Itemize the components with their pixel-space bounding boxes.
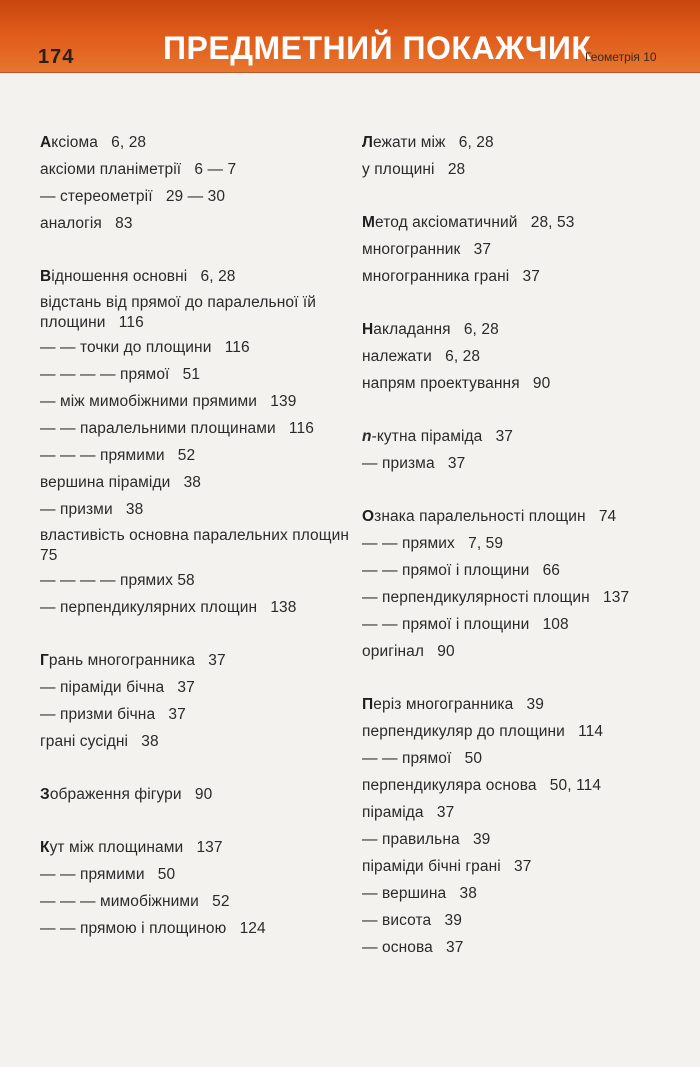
entry-initial-letter: Н xyxy=(362,321,374,338)
entry-text: ежати між 6, 28 xyxy=(372,134,494,151)
index-group xyxy=(362,316,682,397)
group-spacer xyxy=(362,183,682,209)
running-head: Геометрія 10 xyxy=(585,50,657,64)
index-group xyxy=(40,129,360,237)
entry-text: ображення фігури 90 xyxy=(49,786,213,803)
page-number: 174 xyxy=(38,46,75,68)
index-column-right xyxy=(362,129,682,961)
entry-text: аксіоми планіметрії 6 — 7 xyxy=(40,161,237,178)
entry-text: — піраміди бічна 37 xyxy=(40,679,195,696)
index-entry xyxy=(362,584,682,611)
index-entry xyxy=(362,853,682,880)
index-group xyxy=(40,647,360,755)
index-heading-entry xyxy=(40,263,360,290)
entry-text: — правильна 39 xyxy=(362,831,491,848)
index-entry xyxy=(40,888,360,915)
entry-text: — призми 38 xyxy=(40,501,144,518)
index-entry xyxy=(362,611,682,638)
entry-text: — — — — прямої 51 xyxy=(40,366,201,383)
group-spacer xyxy=(40,808,360,834)
index-entry xyxy=(362,450,682,477)
page-header xyxy=(0,0,700,73)
entry-text: піраміда 37 xyxy=(362,804,455,821)
entry-initial-letter: В xyxy=(40,268,52,285)
entry-text: — — прямими 50 xyxy=(40,866,176,883)
index-entry xyxy=(362,530,682,557)
index-heading-entry xyxy=(40,781,360,808)
index-entry xyxy=(362,772,682,799)
group-spacer xyxy=(362,665,682,691)
index-entry xyxy=(362,826,682,853)
entry-text: грані сусідні 38 xyxy=(40,733,159,750)
entry-initial-letter: О xyxy=(362,508,375,525)
index-entry xyxy=(362,880,682,907)
index-entry xyxy=(40,701,360,728)
entry-text: етод аксіоматичний 28, 53 xyxy=(375,214,575,231)
entry-text: — між мимобіжними прямими 139 xyxy=(40,393,297,410)
entry-text: — — точки до площини 116 xyxy=(40,339,250,356)
entry-text: многогранника грані 37 xyxy=(362,268,540,285)
index-entry xyxy=(40,523,363,567)
index-heading-entry xyxy=(40,129,360,156)
entry-text: рань многогранника 37 xyxy=(48,652,226,669)
index-entry xyxy=(40,290,360,334)
entry-text: — — — мимобіжними 52 xyxy=(40,893,230,910)
index-entry xyxy=(362,907,682,934)
entry-text: перпендикуляра основа 50, 114 xyxy=(362,777,602,794)
entry-text: — призма 37 xyxy=(362,455,466,472)
entry-text: перпендикуляр до площини 114 xyxy=(362,723,604,740)
entry-text: — — прямої і площини 66 xyxy=(362,562,561,579)
entry-initial-letter: А xyxy=(40,134,52,151)
index-heading-entry xyxy=(362,209,682,236)
index-entry xyxy=(40,861,360,888)
index-entry xyxy=(40,156,360,183)
group-spacer xyxy=(362,397,682,423)
index-heading-entry xyxy=(362,503,682,530)
index-column-left xyxy=(40,129,363,942)
index-entry xyxy=(362,236,682,263)
entry-text: — — — — прямих 58 xyxy=(40,572,195,589)
index-heading-entry xyxy=(362,691,682,718)
entry-text: -кутна піраміда 37 xyxy=(371,428,514,445)
index-heading-entry xyxy=(362,129,682,156)
entry-text: властивість основна паралельних площин 75 xyxy=(40,527,363,564)
index-heading-entry xyxy=(362,316,682,343)
index-entry xyxy=(40,567,360,594)
entry-text: ідношення основні 6, 28 xyxy=(51,268,236,285)
index-group xyxy=(40,781,360,808)
entry-text: вершина піраміди 38 xyxy=(40,474,202,491)
index-entry xyxy=(40,728,360,755)
entry-text: — — прямої 50 xyxy=(362,750,483,767)
index-entry xyxy=(362,557,682,584)
index-group xyxy=(362,691,682,961)
entry-initial-letter: Л xyxy=(362,134,373,151)
index-group xyxy=(362,129,682,183)
group-spacer xyxy=(362,477,682,503)
index-entry xyxy=(362,638,682,665)
entry-text: піраміди бічні грані 37 xyxy=(362,858,532,875)
entry-text: — призми бічна 37 xyxy=(40,706,186,723)
index-entry xyxy=(362,718,682,745)
index-entry xyxy=(40,388,360,415)
entry-text: многогранник 37 xyxy=(362,241,492,258)
index-group xyxy=(362,209,682,290)
entry-text: — вершина 38 xyxy=(362,885,477,902)
entry-text: оригінал 90 xyxy=(362,643,455,660)
page-title: ПРЕДМЕТНИЙ ПОКАЖЧИК xyxy=(163,30,592,66)
group-spacer xyxy=(40,237,360,263)
entry-text: у площині 28 xyxy=(362,161,466,178)
entry-text: еріз многогранника 39 xyxy=(373,696,544,713)
index-group xyxy=(362,423,682,477)
index-heading-entry xyxy=(40,647,360,674)
index-group xyxy=(40,263,363,621)
entry-initial-letter: n xyxy=(362,428,372,445)
entry-text: ут між площинами 137 xyxy=(49,839,223,856)
entry-text: акладання 6, 28 xyxy=(373,321,499,338)
index-entry xyxy=(40,361,360,388)
index-entry xyxy=(362,156,682,183)
entry-text: — висота 39 xyxy=(362,912,462,929)
index-entry xyxy=(40,415,360,442)
index-entry xyxy=(362,745,682,772)
entry-text: — основа 37 xyxy=(362,939,464,956)
index-entry xyxy=(40,674,360,701)
index-entry xyxy=(40,594,360,621)
index-group xyxy=(362,503,682,665)
entry-text: напрям проектування 90 xyxy=(362,375,551,392)
entry-text: аналогія 83 xyxy=(40,215,133,232)
entry-initial-letter: Г xyxy=(40,652,49,669)
entry-text: ксіома 6, 28 xyxy=(51,134,147,151)
entry-text: — — — прямими 52 xyxy=(40,447,196,464)
index-heading-entry xyxy=(40,834,360,861)
entry-initial-letter: М xyxy=(362,214,376,231)
index-entry xyxy=(362,934,682,961)
entry-text: — — прямої і площини 108 xyxy=(362,616,569,633)
index-entry xyxy=(362,370,682,397)
index-entry xyxy=(362,343,682,370)
entry-text: відстань від прямої до паралельної їй площини 116 xyxy=(40,294,321,331)
index-entry xyxy=(40,496,360,523)
entry-text: — — прямою і площиною 124 xyxy=(40,920,266,937)
index-heading-entry xyxy=(362,423,682,450)
entry-text: — перпендикулярності площин 137 xyxy=(362,589,630,606)
entry-initial-letter: К xyxy=(40,839,50,856)
index-entry xyxy=(40,183,360,210)
index-entry xyxy=(362,263,682,290)
index-entry xyxy=(40,469,360,496)
entry-initial-letter: З xyxy=(40,786,50,803)
group-spacer xyxy=(362,290,682,316)
index-entry xyxy=(40,210,360,237)
entry-text: — — прямих 7, 59 xyxy=(362,535,504,552)
group-spacer xyxy=(40,621,360,647)
index-entry xyxy=(40,334,360,361)
entry-text: належати 6, 28 xyxy=(362,348,481,365)
group-spacer xyxy=(40,755,360,781)
entry-text: — стереометрії 29 — 30 xyxy=(40,188,226,205)
index-entry xyxy=(40,915,360,942)
entry-text: знака паралельності площин 74 xyxy=(374,508,617,525)
index-entry xyxy=(40,442,360,469)
entry-initial-letter: П xyxy=(362,696,374,713)
entry-text: — перпендикулярних площин 138 xyxy=(40,599,297,616)
index-entry xyxy=(362,799,682,826)
entry-text: — — паралельними площинами 116 xyxy=(40,420,314,437)
index-group xyxy=(40,834,360,942)
